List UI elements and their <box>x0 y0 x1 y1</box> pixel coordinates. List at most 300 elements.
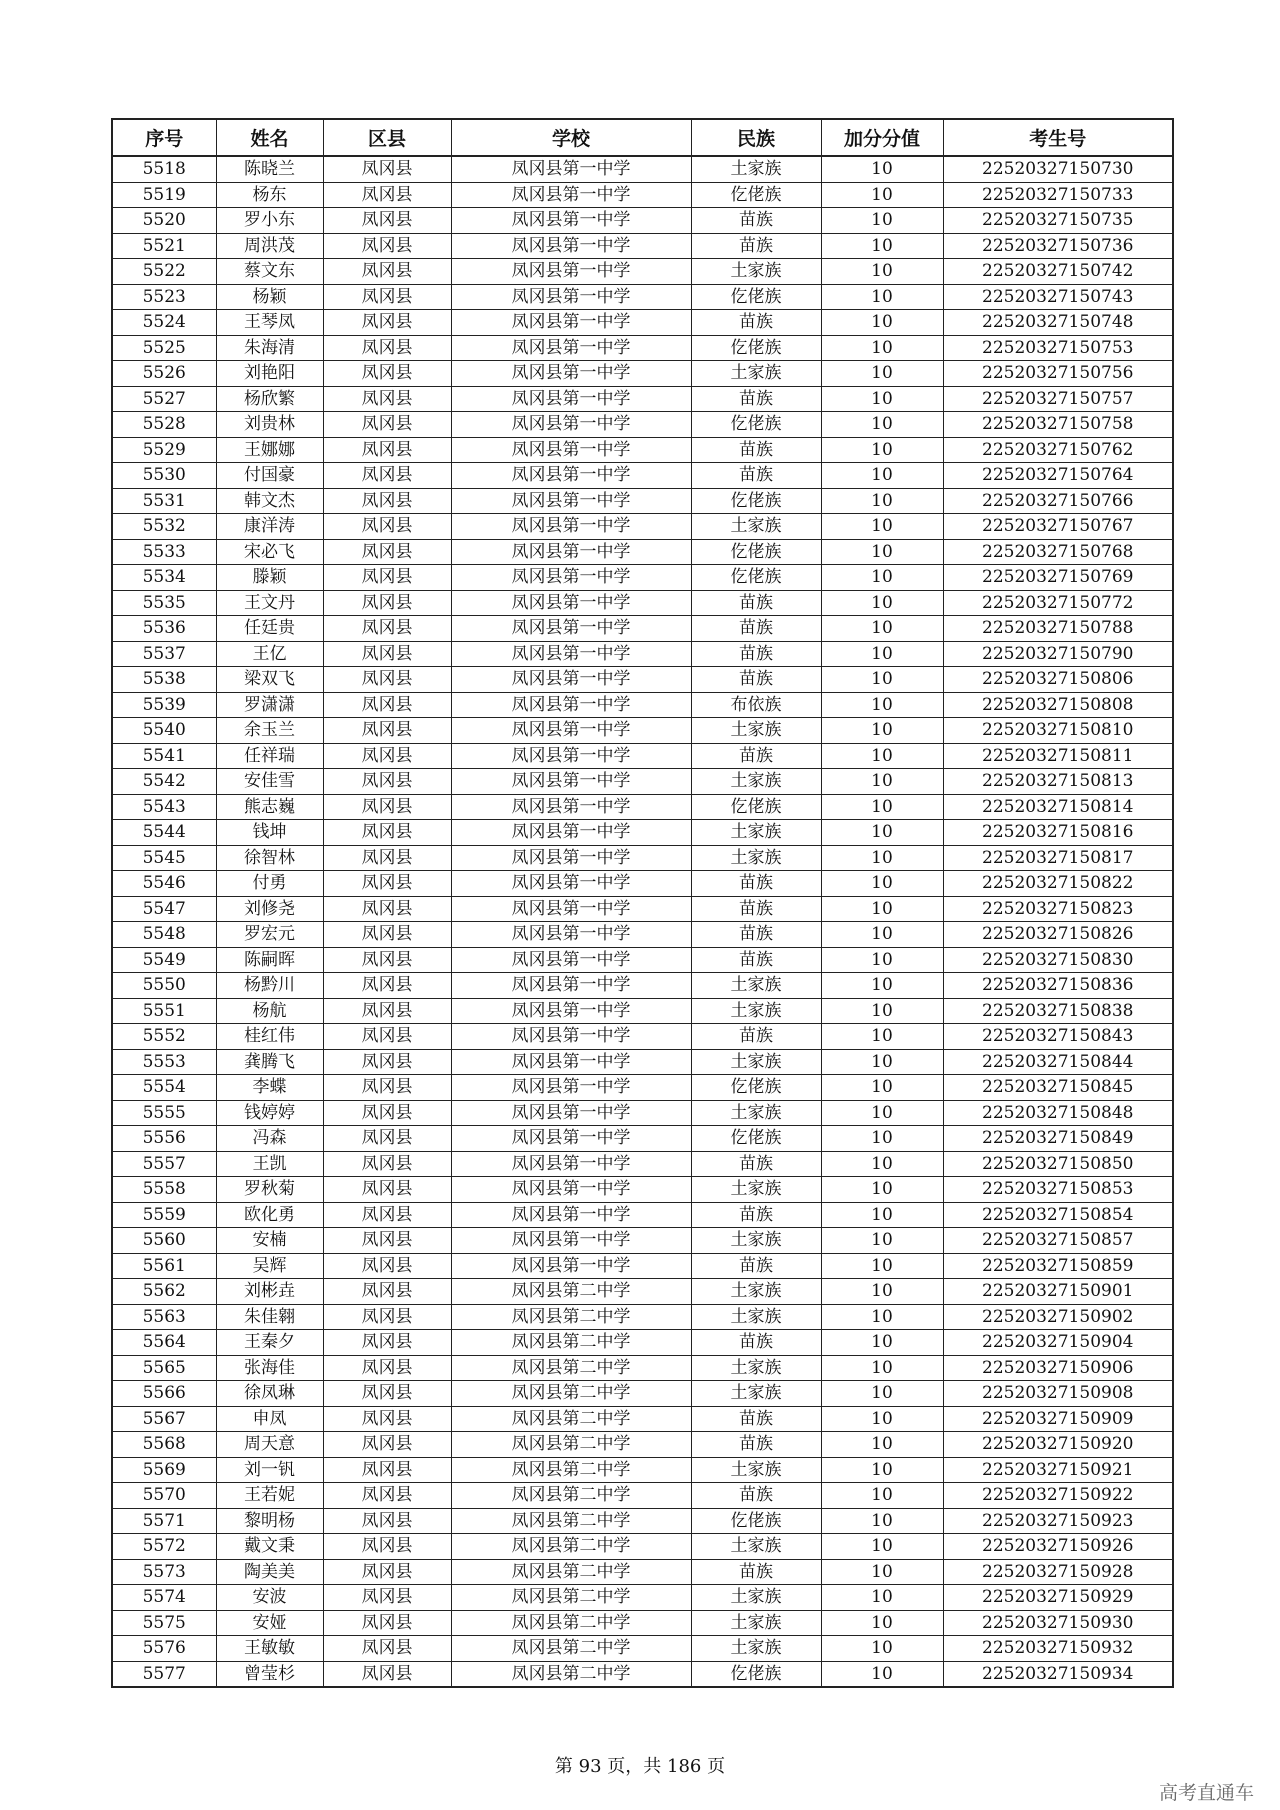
table-row <box>112 1636 1173 1662</box>
cell-bonus: 10 <box>821 973 943 999</box>
table-row <box>112 1457 1173 1483</box>
cell-school: 凤冈县第一中学 <box>451 769 691 795</box>
cell-seq: 5541 <box>112 743 216 769</box>
table-row <box>112 947 1173 973</box>
header-county: 区县 <box>323 119 451 156</box>
cell-name: 杨黔川 <box>216 973 323 999</box>
watermark-text: 高考直通车 <box>1158 1782 1254 1804</box>
cell-exam-id: 22520327150814 <box>943 794 1173 820</box>
cell-county: 凤冈县 <box>323 386 451 412</box>
cell-bonus: 10 <box>821 1253 943 1279</box>
header-school: 学校 <box>451 119 691 156</box>
cell-name: 王若妮 <box>216 1483 323 1509</box>
cell-name: 张海佳 <box>216 1355 323 1381</box>
table-row <box>112 1585 1173 1611</box>
cell-exam-id: 22520327150768 <box>943 539 1173 565</box>
table-row <box>112 590 1173 616</box>
cell-exam-id: 22520327150788 <box>943 616 1173 642</box>
table-row <box>112 1483 1173 1509</box>
table-row <box>112 692 1173 718</box>
cell-seq: 5575 <box>112 1610 216 1636</box>
cell-exam-id: 22520327150830 <box>943 947 1173 973</box>
table-row <box>112 1661 1173 1687</box>
cell-bonus: 10 <box>821 1330 943 1356</box>
cell-ethnicity: 苗族 <box>691 1253 821 1279</box>
cell-name: 罗潇潇 <box>216 692 323 718</box>
cell-name: 王凯 <box>216 1151 323 1177</box>
cell-bonus: 10 <box>821 1228 943 1254</box>
cell-seq: 5563 <box>112 1304 216 1330</box>
cell-name: 刘彬垚 <box>216 1279 323 1305</box>
cell-ethnicity: 仡佬族 <box>691 284 821 310</box>
cell-seq: 5564 <box>112 1330 216 1356</box>
cell-bonus: 10 <box>821 896 943 922</box>
cell-exam-id: 22520327150742 <box>943 259 1173 285</box>
table-row <box>112 1126 1173 1152</box>
cell-county: 凤冈县 <box>323 896 451 922</box>
cell-county: 凤冈县 <box>323 1228 451 1254</box>
cell-seq: 5548 <box>112 922 216 948</box>
cell-seq: 5570 <box>112 1483 216 1509</box>
cell-exam-id: 22520327150930 <box>943 1610 1173 1636</box>
table-row <box>112 871 1173 897</box>
cell-name: 熊志巍 <box>216 794 323 820</box>
cell-name: 杨颖 <box>216 284 323 310</box>
cell-name: 王秦夕 <box>216 1330 323 1356</box>
cell-seq: 5528 <box>112 412 216 438</box>
cell-ethnicity: 土家族 <box>691 259 821 285</box>
roster-table <box>111 118 1174 1688</box>
cell-school: 凤冈县第一中学 <box>451 922 691 948</box>
cell-seq: 5561 <box>112 1253 216 1279</box>
cell-school: 凤冈县第一中学 <box>451 845 691 871</box>
cell-name: 朱佳翱 <box>216 1304 323 1330</box>
cell-seq: 5549 <box>112 947 216 973</box>
cell-county: 凤冈县 <box>323 361 451 387</box>
cell-name: 王文丹 <box>216 590 323 616</box>
table-row <box>112 208 1173 234</box>
cell-school: 凤冈县第一中学 <box>451 820 691 846</box>
cell-bonus: 10 <box>821 1049 943 1075</box>
cell-name: 朱海清 <box>216 335 323 361</box>
table-row <box>112 361 1173 387</box>
cell-name: 安楠 <box>216 1228 323 1254</box>
cell-exam-id: 22520327150928 <box>943 1559 1173 1585</box>
cell-school: 凤冈县第二中学 <box>451 1508 691 1534</box>
cell-bonus: 10 <box>821 794 943 820</box>
cell-exam-id: 22520327150767 <box>943 514 1173 540</box>
cell-seq: 5565 <box>112 1355 216 1381</box>
cell-school: 凤冈县第一中学 <box>451 896 691 922</box>
cell-exam-id: 22520327150845 <box>943 1075 1173 1101</box>
table-row <box>112 743 1173 769</box>
cell-ethnicity: 仡佬族 <box>691 182 821 208</box>
cell-exam-id: 22520327150816 <box>943 820 1173 846</box>
cell-ethnicity: 苗族 <box>691 1330 821 1356</box>
cell-name: 王敏敏 <box>216 1636 323 1662</box>
cell-exam-id: 22520327150844 <box>943 1049 1173 1075</box>
cell-school: 凤冈县第一中学 <box>451 208 691 234</box>
cell-exam-id: 22520327150735 <box>943 208 1173 234</box>
cell-name: 余玉兰 <box>216 718 323 744</box>
cell-seq: 5537 <box>112 641 216 667</box>
cell-county: 凤冈县 <box>323 820 451 846</box>
cell-exam-id: 22520327150806 <box>943 667 1173 693</box>
header-exam-id: 考生号 <box>943 119 1173 156</box>
cell-exam-id: 22520327150758 <box>943 412 1173 438</box>
table-row <box>112 973 1173 999</box>
cell-exam-id: 22520327150934 <box>943 1661 1173 1687</box>
cell-name: 刘一钒 <box>216 1457 323 1483</box>
cell-ethnicity: 布依族 <box>691 692 821 718</box>
cell-name: 康洋涛 <box>216 514 323 540</box>
cell-school: 凤冈县第一中学 <box>451 310 691 336</box>
cell-exam-id: 22520327150823 <box>943 896 1173 922</box>
cell-name: 周洪茂 <box>216 233 323 259</box>
cell-bonus: 10 <box>821 1661 943 1687</box>
cell-ethnicity: 土家族 <box>691 1049 821 1075</box>
cell-exam-id: 22520327150813 <box>943 769 1173 795</box>
cell-exam-id: 22520327150790 <box>943 641 1173 667</box>
cell-school: 凤冈县第一中学 <box>451 871 691 897</box>
cell-ethnicity: 土家族 <box>691 156 821 182</box>
cell-ethnicity: 苗族 <box>691 1483 821 1509</box>
cell-ethnicity: 土家族 <box>691 1610 821 1636</box>
cell-exam-id: 22520327150854 <box>943 1202 1173 1228</box>
cell-bonus: 10 <box>821 1075 943 1101</box>
cell-ethnicity: 苗族 <box>691 463 821 489</box>
cell-county: 凤冈县 <box>323 718 451 744</box>
cell-school: 凤冈县第二中学 <box>451 1559 691 1585</box>
cell-school: 凤冈县第一中学 <box>451 1151 691 1177</box>
cell-school: 凤冈县第一中学 <box>451 565 691 591</box>
cell-ethnicity: 土家族 <box>691 1457 821 1483</box>
cell-seq: 5569 <box>112 1457 216 1483</box>
table-row <box>112 845 1173 871</box>
cell-seq: 5568 <box>112 1432 216 1458</box>
cell-ethnicity: 土家族 <box>691 718 821 744</box>
cell-exam-id: 22520327150932 <box>943 1636 1173 1662</box>
cell-county: 凤冈县 <box>323 1304 451 1330</box>
cell-county: 凤冈县 <box>323 1049 451 1075</box>
cell-bonus: 10 <box>821 156 943 182</box>
cell-school: 凤冈县第二中学 <box>451 1304 691 1330</box>
cell-exam-id: 22520327150817 <box>943 845 1173 871</box>
cell-bonus: 10 <box>821 1151 943 1177</box>
cell-county: 凤冈县 <box>323 667 451 693</box>
table-row <box>112 156 1173 182</box>
table-row <box>112 488 1173 514</box>
cell-seq: 5574 <box>112 1585 216 1611</box>
cell-school: 凤冈县第二中学 <box>451 1457 691 1483</box>
cell-name: 冯森 <box>216 1126 323 1152</box>
cell-ethnicity: 苗族 <box>691 1559 821 1585</box>
cell-ethnicity: 土家族 <box>691 1585 821 1611</box>
cell-bonus: 10 <box>821 1381 943 1407</box>
cell-county: 凤冈县 <box>323 1355 451 1381</box>
cell-bonus: 10 <box>821 1432 943 1458</box>
cell-school: 凤冈县第一中学 <box>451 182 691 208</box>
cell-name: 钱坤 <box>216 820 323 846</box>
cell-exam-id: 22520327150908 <box>943 1381 1173 1407</box>
cell-county: 凤冈县 <box>323 743 451 769</box>
cell-seq: 5523 <box>112 284 216 310</box>
cell-bonus: 10 <box>821 1559 943 1585</box>
cell-school: 凤冈县第一中学 <box>451 616 691 642</box>
cell-name: 付勇 <box>216 871 323 897</box>
cell-ethnicity: 仡佬族 <box>691 565 821 591</box>
cell-county: 凤冈县 <box>323 1406 451 1432</box>
cell-ethnicity: 土家族 <box>691 998 821 1024</box>
cell-county: 凤冈县 <box>323 1330 451 1356</box>
cell-ethnicity: 土家族 <box>691 973 821 999</box>
cell-bonus: 10 <box>821 692 943 718</box>
cell-ethnicity: 苗族 <box>691 1151 821 1177</box>
cell-seq: 5552 <box>112 1024 216 1050</box>
cell-name: 滕颖 <box>216 565 323 591</box>
cell-school: 凤冈县第一中学 <box>451 488 691 514</box>
cell-school: 凤冈县第一中学 <box>451 335 691 361</box>
cell-exam-id: 22520327150838 <box>943 998 1173 1024</box>
cell-ethnicity: 苗族 <box>691 743 821 769</box>
table-row <box>112 1100 1173 1126</box>
cell-school: 凤冈县第二中学 <box>451 1330 691 1356</box>
cell-school: 凤冈县第一中学 <box>451 1177 691 1203</box>
cell-seq: 5520 <box>112 208 216 234</box>
cell-school: 凤冈县第二中学 <box>451 1432 691 1458</box>
cell-county: 凤冈县 <box>323 794 451 820</box>
cell-name: 申凤 <box>216 1406 323 1432</box>
cell-ethnicity: 苗族 <box>691 437 821 463</box>
cell-name: 曾莹杉 <box>216 1661 323 1687</box>
cell-school: 凤冈县第一中学 <box>451 794 691 820</box>
cell-school: 凤冈县第一中学 <box>451 998 691 1024</box>
cell-ethnicity: 苗族 <box>691 386 821 412</box>
table-row <box>112 794 1173 820</box>
cell-bonus: 10 <box>821 820 943 846</box>
cell-exam-id: 22520327150766 <box>943 488 1173 514</box>
header-name: 姓名 <box>216 119 323 156</box>
cell-bonus: 10 <box>821 1126 943 1152</box>
cell-school: 凤冈县第一中学 <box>451 284 691 310</box>
cell-ethnicity: 仡佬族 <box>691 1126 821 1152</box>
table-row <box>112 565 1173 591</box>
cell-bonus: 10 <box>821 361 943 387</box>
table-row <box>112 1024 1173 1050</box>
cell-seq: 5572 <box>112 1534 216 1560</box>
cell-ethnicity: 仡佬族 <box>691 335 821 361</box>
cell-seq: 5525 <box>112 335 216 361</box>
cell-bonus: 10 <box>821 1202 943 1228</box>
table-row <box>112 616 1173 642</box>
cell-school: 凤冈县第二中学 <box>451 1661 691 1687</box>
cell-county: 凤冈县 <box>323 208 451 234</box>
cell-bonus: 10 <box>821 590 943 616</box>
cell-county: 凤冈县 <box>323 1559 451 1585</box>
cell-bonus: 10 <box>821 565 943 591</box>
cell-county: 凤冈县 <box>323 565 451 591</box>
cell-bonus: 10 <box>821 1304 943 1330</box>
cell-exam-id: 22520327150849 <box>943 1126 1173 1152</box>
cell-ethnicity: 苗族 <box>691 1432 821 1458</box>
cell-seq: 5527 <box>112 386 216 412</box>
table-row <box>112 1355 1173 1381</box>
cell-bonus: 10 <box>821 539 943 565</box>
cell-county: 凤冈县 <box>323 1457 451 1483</box>
cell-seq: 5543 <box>112 794 216 820</box>
cell-school: 凤冈县第一中学 <box>451 437 691 463</box>
cell-exam-id: 22520327150822 <box>943 871 1173 897</box>
cell-exam-id: 22520327150826 <box>943 922 1173 948</box>
cell-ethnicity: 苗族 <box>691 1406 821 1432</box>
cell-bonus: 10 <box>821 1279 943 1305</box>
cell-name: 王琴凤 <box>216 310 323 336</box>
table-row <box>112 1381 1173 1407</box>
cell-county: 凤冈县 <box>323 1636 451 1662</box>
cell-school: 凤冈县第一中学 <box>451 590 691 616</box>
cell-county: 凤冈县 <box>323 259 451 285</box>
cell-seq: 5532 <box>112 514 216 540</box>
page-number: 第 93 页，共 186 页 <box>554 1756 726 1777</box>
cell-county: 凤冈县 <box>323 156 451 182</box>
table-row <box>112 1610 1173 1636</box>
cell-name: 钱婷婷 <box>216 1100 323 1126</box>
cell-ethnicity: 仡佬族 <box>691 539 821 565</box>
table-row <box>112 1406 1173 1432</box>
cell-name: 任廷贵 <box>216 616 323 642</box>
table-row <box>112 539 1173 565</box>
cell-exam-id: 22520327150902 <box>943 1304 1173 1330</box>
cell-county: 凤冈县 <box>323 539 451 565</box>
cell-county: 凤冈县 <box>323 335 451 361</box>
cell-county: 凤冈县 <box>323 1381 451 1407</box>
cell-ethnicity: 土家族 <box>691 820 821 846</box>
cell-name: 陶美美 <box>216 1559 323 1585</box>
cell-county: 凤冈县 <box>323 182 451 208</box>
cell-bonus: 10 <box>821 1483 943 1509</box>
cell-name: 戴文秉 <box>216 1534 323 1560</box>
cell-seq: 5518 <box>112 156 216 182</box>
cell-school: 凤冈县第二中学 <box>451 1585 691 1611</box>
cell-county: 凤冈县 <box>323 692 451 718</box>
cell-school: 凤冈县第一中学 <box>451 1024 691 1050</box>
cell-bonus: 10 <box>821 1534 943 1560</box>
cell-bonus: 10 <box>821 463 943 489</box>
cell-seq: 5557 <box>112 1151 216 1177</box>
cell-school: 凤冈县第一中学 <box>451 386 691 412</box>
cell-name: 黎明杨 <box>216 1508 323 1534</box>
cell-bonus: 10 <box>821 1457 943 1483</box>
cell-seq: 5538 <box>112 667 216 693</box>
cell-county: 凤冈县 <box>323 437 451 463</box>
cell-bonus: 10 <box>821 412 943 438</box>
cell-exam-id: 22520327150836 <box>943 973 1173 999</box>
table-row <box>112 1534 1173 1560</box>
cell-ethnicity: 苗族 <box>691 1202 821 1228</box>
cell-seq: 5553 <box>112 1049 216 1075</box>
cell-ethnicity: 土家族 <box>691 1228 821 1254</box>
cell-school: 凤冈县第一中学 <box>451 1100 691 1126</box>
cell-seq: 5521 <box>112 233 216 259</box>
cell-exam-id: 22520327150810 <box>943 718 1173 744</box>
cell-ethnicity: 苗族 <box>691 233 821 259</box>
cell-bonus: 10 <box>821 998 943 1024</box>
cell-seq: 5550 <box>112 973 216 999</box>
cell-bonus: 10 <box>821 922 943 948</box>
cell-bonus: 10 <box>821 488 943 514</box>
cell-school: 凤冈县第一中学 <box>451 1049 691 1075</box>
cell-school: 凤冈县第一中学 <box>451 1202 691 1228</box>
cell-bonus: 10 <box>821 386 943 412</box>
cell-school: 凤冈县第一中学 <box>451 259 691 285</box>
cell-exam-id: 22520327150733 <box>943 182 1173 208</box>
cell-exam-id: 22520327150730 <box>943 156 1173 182</box>
cell-exam-id: 22520327150850 <box>943 1151 1173 1177</box>
cell-school: 凤冈县第一中学 <box>451 667 691 693</box>
cell-name: 罗秋菊 <box>216 1177 323 1203</box>
cell-bonus: 10 <box>821 310 943 336</box>
table-row <box>112 1075 1173 1101</box>
cell-ethnicity: 仡佬族 <box>691 1508 821 1534</box>
cell-ethnicity: 苗族 <box>691 590 821 616</box>
table-body <box>112 156 1173 1687</box>
cell-school: 凤冈县第二中学 <box>451 1355 691 1381</box>
table-row <box>112 1330 1173 1356</box>
table-row <box>112 310 1173 336</box>
cell-seq: 5539 <box>112 692 216 718</box>
cell-seq: 5567 <box>112 1406 216 1432</box>
table-row <box>112 284 1173 310</box>
cell-school: 凤冈县第二中学 <box>451 1381 691 1407</box>
header-seq: 序号 <box>112 119 216 156</box>
cell-county: 凤冈县 <box>323 488 451 514</box>
cell-bonus: 10 <box>821 1177 943 1203</box>
cell-county: 凤冈县 <box>323 998 451 1024</box>
cell-seq: 5555 <box>112 1100 216 1126</box>
cell-seq: 5545 <box>112 845 216 871</box>
cell-exam-id: 22520327150808 <box>943 692 1173 718</box>
table-row <box>112 1559 1173 1585</box>
table-row <box>112 463 1173 489</box>
cell-name: 周天意 <box>216 1432 323 1458</box>
cell-name: 刘修尧 <box>216 896 323 922</box>
table-row <box>112 641 1173 667</box>
cell-seq: 5542 <box>112 769 216 795</box>
cell-school: 凤冈县第一中学 <box>451 641 691 667</box>
cell-seq: 5526 <box>112 361 216 387</box>
cell-school: 凤冈县第一中学 <box>451 1228 691 1254</box>
table-row <box>112 233 1173 259</box>
cell-exam-id: 22520327150857 <box>943 1228 1173 1254</box>
cell-exam-id: 22520327150920 <box>943 1432 1173 1458</box>
cell-seq: 5556 <box>112 1126 216 1152</box>
cell-name: 安佳雪 <box>216 769 323 795</box>
cell-exam-id: 22520327150921 <box>943 1457 1173 1483</box>
cell-bonus: 10 <box>821 233 943 259</box>
cell-name: 安波 <box>216 1585 323 1611</box>
cell-county: 凤冈县 <box>323 1253 451 1279</box>
table-row <box>112 820 1173 846</box>
cell-seq: 5522 <box>112 259 216 285</box>
cell-county: 凤冈县 <box>323 590 451 616</box>
table-row <box>112 514 1173 540</box>
cell-county: 凤冈县 <box>323 1177 451 1203</box>
cell-exam-id: 22520327150811 <box>943 743 1173 769</box>
cell-school: 凤冈县第一中学 <box>451 463 691 489</box>
cell-county: 凤冈县 <box>323 1483 451 1509</box>
cell-school: 凤冈县第一中学 <box>451 156 691 182</box>
cell-county: 凤冈县 <box>323 514 451 540</box>
